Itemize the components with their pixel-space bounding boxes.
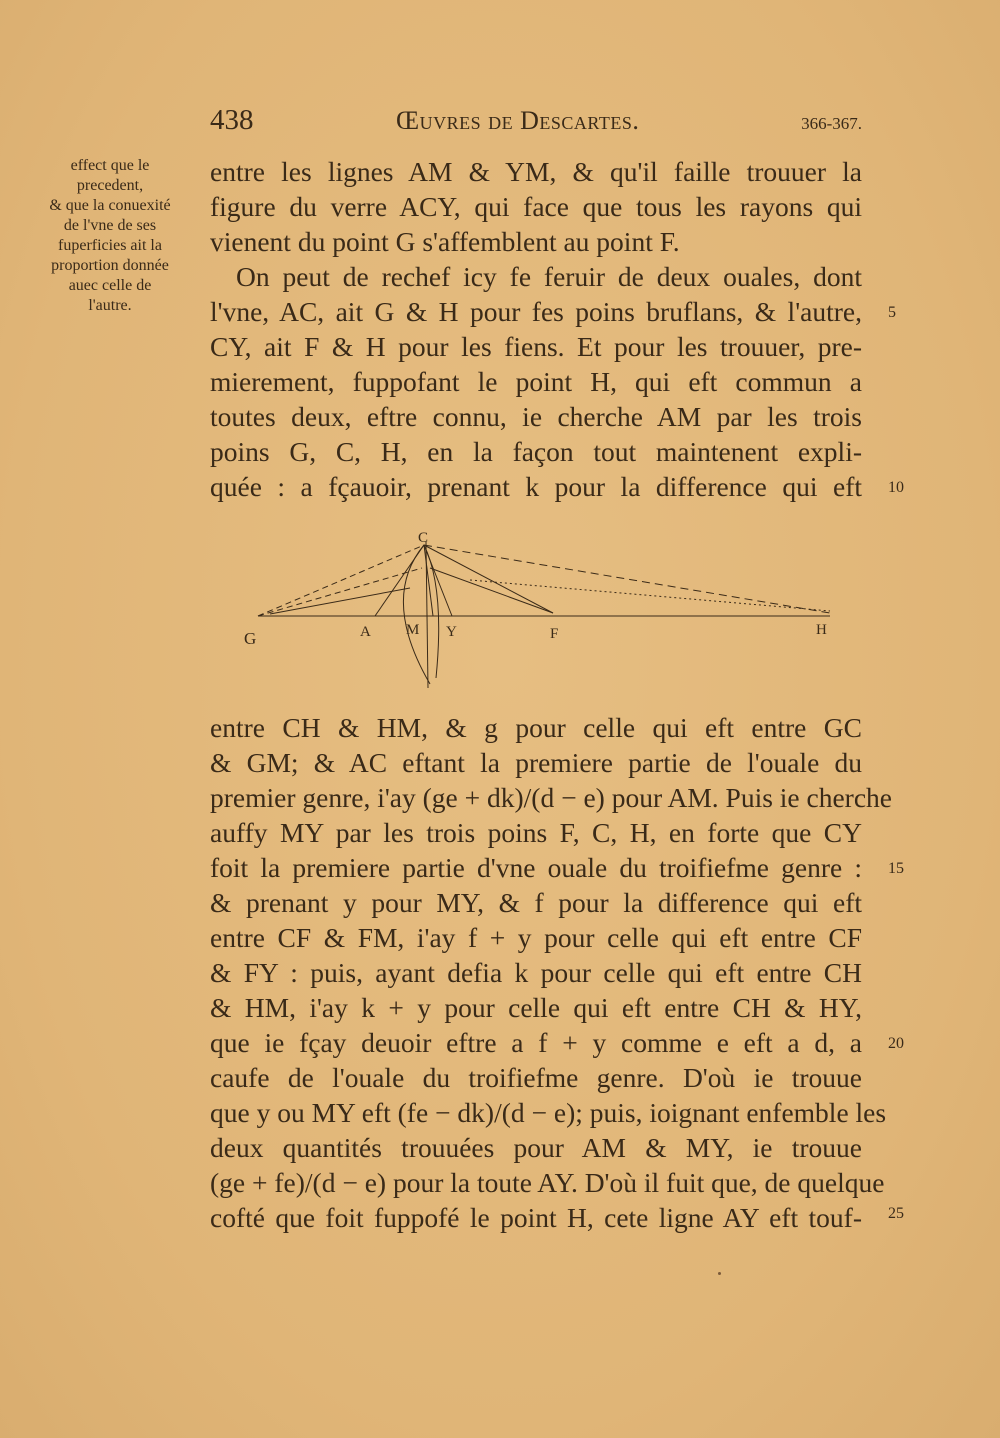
page-reference: 366-367. (801, 114, 862, 133)
label-m: M (406, 622, 420, 638)
text-line: CY, ait F & H pour les fiens. Et pour les trouuer, pre- (210, 331, 862, 362)
text-line: quée : a fçauoir, prenant k pour la difference qui eft (210, 471, 862, 502)
line-number: 10 (888, 479, 904, 496)
label-a: A (360, 624, 371, 640)
text-line: deux quantités trouuées pour AM & MY, ie trouue (210, 1132, 862, 1163)
text-line: toutes deux, eftre connu, ie cherche AM par les trois (210, 401, 862, 432)
text-line: que y ou MY eft (fe − dk)/(d − e); puis, ioignant enfemble les (210, 1097, 887, 1128)
line-number: 5 (888, 304, 896, 321)
ray-cf (424, 545, 553, 613)
text-line: cofté que foit fuppofé le point H, cete ligne AY eft touf- (210, 1202, 862, 1233)
ray-g-lens (258, 568, 422, 616)
text-line: On peut de rechef icy fe feruir de deux ouales, dont (236, 261, 862, 292)
margin-note-line: precedent, (76, 177, 144, 194)
text-line: auffy MY par les trois poins F, C, H, en forte que CY (210, 817, 862, 848)
oval-lens-diagram (240, 528, 840, 698)
label-f: F (550, 626, 559, 642)
text-line: entre CH & HM, & g pour celle qui eft entre GC (210, 712, 862, 743)
text-line: caufe de l'ouale du troifiefme genre. D'où ie trouue (210, 1062, 862, 1093)
text-line: & prenant y pour MY, & f pour la difference qui eft (210, 887, 862, 918)
text-line: & HM, i'ay k + y pour celle qui eft entre CH & HY, (210, 992, 862, 1023)
line-number: 20 (888, 1035, 904, 1052)
margin-note-line: l'autre. (88, 297, 132, 314)
diagram-svg (240, 528, 840, 698)
margin-note-line: de l'vne de ses (63, 217, 157, 234)
margin-note-line: proportion donnée (51, 257, 169, 274)
margin-note-line: auec celle de (68, 277, 152, 294)
text-line: que ie fçay deuoir eftre a f + y comme e eft a d, a (210, 1027, 862, 1058)
text-line: & GM; & AC eftant la premiere partie de l'ouale du (210, 747, 862, 778)
ray-ch (424, 545, 830, 613)
label-c: C (418, 530, 429, 546)
text-line: (ge + fe)/(d − e) pour la toute AY. D'où il fuit que, de quelque (210, 1167, 885, 1198)
margin-note-line: fuperficies ait la (58, 237, 162, 254)
ray-dotted (470, 580, 830, 611)
page-number: 438 (210, 104, 254, 136)
line-number: 25 (888, 1205, 904, 1222)
margin-note (24, 156, 196, 316)
text-line: premier genre, i'ay (ge + dk)/(d − e) pour AM. Puis ie cherche (210, 782, 892, 813)
page-header (210, 104, 862, 144)
running-title: Œuvres de Descartes. (396, 106, 640, 135)
text-line: l'vne, AC, ait G & H pour fes poins bruflans, & l'autre, (210, 296, 862, 327)
text-line: foit la premiere partie d'vne ouale du troifiefme genre : (210, 852, 862, 883)
line-number: 15 (888, 860, 904, 877)
text-line: vienent du point G s'affemblent au point F. (210, 226, 680, 257)
margin-note-line: & que la conuexité (49, 197, 171, 214)
margin-note-line: effect que le (70, 157, 150, 174)
text-line: poins G, C, H, en la façon tout maintenent expli- (210, 436, 862, 467)
text-line: mierement, fuppofant le point H, qui eft commun a (210, 366, 862, 397)
label-y: Y (446, 624, 457, 640)
label-h: H (816, 622, 827, 638)
vertical-line (426, 542, 428, 688)
text-line: & FY : puis, ayant defia k pour celle qui eft entre CH (210, 957, 862, 988)
text-line: figure du verre ACY, qui face que tous les rayons qui (210, 191, 862, 222)
paper-speck (718, 1272, 721, 1275)
text-line: entre CF & FM, i'ay f + y pour celle qui eft entre CF (210, 922, 862, 953)
label-g: G (244, 629, 257, 648)
text-line: entre les lignes AM & YM, & qu'il faille trouuer la (210, 156, 862, 187)
